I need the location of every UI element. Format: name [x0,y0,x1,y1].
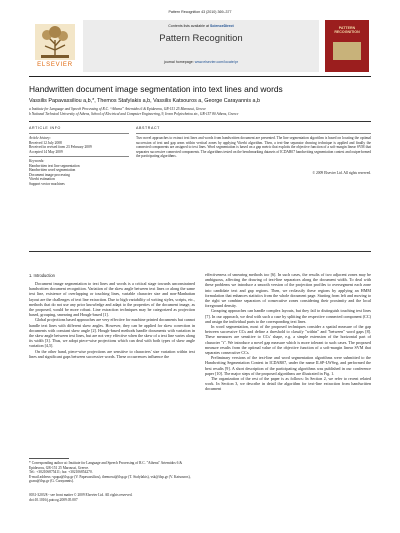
journal-name: Pattern Recognition [159,33,243,44]
author-list: Vassilis Papavassiliou a,b,*, Themos Stafylakis a,b, Vassilis Katsouros a, George Carayannis a,b [29,98,261,104]
doi-line[interactable]: doi:10.1016/j.patcog.2009.05.007 [29,498,78,502]
abstract-rule [136,133,371,134]
journal-header-box [29,20,371,74]
header-rule [29,76,371,77]
page-header: Pattern Recognition 43 (2010) 369–377 [168,10,232,14]
intro-paragraph: In word segmentation, most of the proposed techniques consider a spatial measure of the gap between successive CCs and define a threshold to classify "within" and "between" word gaps [8]. These measures are sensitive to CCs' shape, e.g. a simple extension of the horizontal part of character "t". We introduce a novel gap measure which is more tolerant to such cases. The proposed measure results from the optimal value of the objective function of a soft-margin linear SVM that separates consecutive CCs. [205,324,371,356]
intro-paragraph: effectiveness of smearing methods too [6]. In such cases, the results of two adjacent zones may be ambiguous, affecting the drawing of text-line separators along the document width. To deal with these problems we introduce a smooth version of the projection profiles to oversegment each zone into candidate text and gap regions. Then, we reclassify these regions by applying an HMM formulation that enhances statistics from the whole document page. Starting from left and moving to the right we combine separators of consecutive zones considering their proximity and the local foreground density. [205,272,371,309]
article-title: Handwritten document image segmentation into text lines and words [29,84,283,94]
cover-image [333,42,361,60]
article-info-rule [29,133,129,134]
contact-emails: E-mail address: vpapa@ilsp.gr (V. Papavassiliou), themosst@ilsp.gr (T. Stafylakis), vsk@ilsp.gr (V. Katsouros), gcara@ilsp.gr (G. Carayannis). [29,474,191,483]
contact-phone: Tel.: +302106875411; fax: +302106854270. [29,470,93,474]
keywords-label: Keywords: [29,159,45,163]
affiliation-rule [29,121,371,122]
keyword-5: Support vector machines [29,181,65,186]
history-accepted: Accepted 14 May 2009 [29,149,63,154]
corresponding-author-note: * Corresponding author at: Institute for Language and Speech Processing of R.C. "Athena" Artemidos 6 & Epidavrou, GR-151 25 Maroussi, Greece. [29,461,183,470]
publisher-logo-text: ELSEVIER [37,62,73,68]
homepage-link[interactable]: www.elsevier.com/locate/pr [194,60,239,64]
footnote-rule [29,458,69,459]
intro-paragraph: Document image segmentation to text lines and words is a critical stage towards unconstrained handwritten document recognition. Variation of the skew angle between text lines or along the same text line, existence of overlapping or touching lines, variable character size and non-Manhattan layout are the challenges of text line extraction. Due to high variability of writing styles, scripts, etc., methods that do not use any prior knowledge and adapt to the properties of the document image, as the proposed, would be more robust. Line extraction techniques may be categorized as projection based, grouping, smearing and Hough-based [1]. [29,281,195,318]
affiliation-b: b National Technical University of Athens, School of Electrical and Computer Engineering, 9, Iroon Polytechniou str., GR-157 80 Athens, Greece [29,112,239,116]
history-revised: Received in revised form 23 February 2009 [29,145,92,149]
intro-paragraph: On the other hand, piece-wise projections are sensitive to characters' size variation within text lines and significant gaps between successive words. These occurrences influence the [29,348,195,359]
article-history-label: Article history: [29,136,51,140]
article-info-heading: ARTICLE INFO [29,126,61,130]
abstract-text: Two novel approaches to extract text lines and words from handwritten document are presented. The line segmentation algorithm is based on locating the optimal succession of text and gap areas within vertical zones by applying Viterbi algorithm. Then, a text-line separator drawing technique is applied and finally the connected components are assigned to text lines. Word segmentation is based on a gap metric that exploits the objective function of a soft-margin linear SVM that separates successive connected components. The algorithms tested on the benchmarking datasets of ICDAR07 handwriting segmentation contest and outperformed the participating algorithms. [136,136,371,158]
journal-cover [325,20,369,72]
journal-homepage: journal homepage: www.elsevier.com/locate/pr [163,60,239,64]
intro-paragraph: Global projections based approaches are very effective for machine printed documents but cannot handle text lines with different skew angles. However, they can be applied for skew correction in documents with constant skew angle [2]. Hough-based methods handle documents with variation in the skew angle between text lines, but are not very effective when the skew of a text line varies along its width [3]. Thus, we adopt piece-wise projections which can deal with both types of skew angle variation [4,5]. [29,317,195,349]
intro-paragraph: Preliminary versions of the text-line and word segmentation algorithms were submitted to the Handwriting Segmentation Contest in ICDAR07, under the name ILSP-LWSeg, and performed the best results [9]. A short description of the participating algorithms was published in our conference paper [10]. The major steps of the proposed algorithms are illustrated in Fig. 1. [205,355,371,376]
footnote-block [29,461,195,484]
intro-heading: 1. Introduction [29,273,55,278]
keyword-1: Handwritten text line segmentation [29,163,80,168]
cover-title: PATTERN RECOGNITION [334,26,360,35]
intro-paragraph: Grouping approaches can handle complex layouts, but they fail to distinguish touching text lines [7]. In our approach, we deal with such a case by splitting the respective connected component (CC) and assign the individual parts to the corresponding text lines. [205,308,371,324]
intro-left-column [29,281,195,359]
history-received: Received 12 July 2008 [29,140,62,145]
keyword-2: Handwritten word segmentation [29,168,76,172]
keyword-3: Document image processing [29,172,70,177]
sciencedirect-link[interactable]: ScienceDirect [209,24,234,28]
intro-paragraph: The organization of the rest of the paper is as follows: In Section 2, we refer to recent related work. In Section 3, we describe in detail the algorithm for text-line extraction from handwritten document [205,376,371,392]
affiliation-a: a Institute for Language and Speech Processing of R.C. “Athena” Artemidos 6 & Epidavrou, GR-151 25 Maroussi, Greece [29,107,206,111]
elsevier-logo [29,22,81,72]
contents-line: Contents lists available at ScienceDirect [168,24,234,28]
intro-right-column [205,272,371,392]
journal-title-block [83,20,319,72]
issn-line: 0031-3203/$ - see front matter © 2009 Elsevier Ltd. All rights reserved. [29,493,133,497]
abstract-bottom-rule [29,251,371,252]
keywords-rule [29,156,129,157]
abstract-copyright: © 2009 Elsevier Ltd. All rights reserved. [312,171,371,175]
keyword-4: Viterbi estimation [29,177,55,181]
abstract-heading: ABSTRACT [136,126,160,130]
